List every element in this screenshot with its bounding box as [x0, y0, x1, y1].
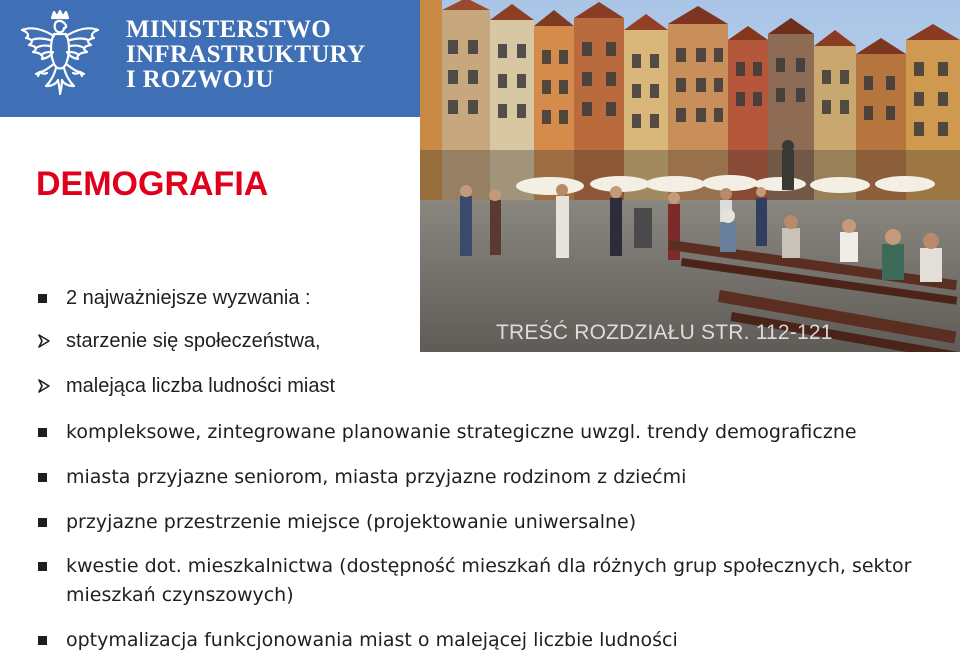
ministry-name-line-3: I ROZWOJU: [126, 66, 274, 93]
square-bullet-icon: [38, 518, 47, 527]
square-bullet-icon: [38, 636, 47, 645]
ministry-name: [126, 17, 365, 92]
chapter-reference-caption: TREŚĆ ROZDZIAŁU STR. 112-121: [496, 321, 833, 344]
square-bullet-icon: [38, 294, 47, 303]
ministry-header: [0, 0, 420, 117]
square-bullet-icon: [38, 562, 47, 571]
white-eagle-emblem-icon: [14, 8, 106, 110]
square-bullet-icon: [38, 428, 47, 437]
arrow-bullet-icon: [36, 333, 52, 349]
ministry-name-line-2: INFRASTRUKTURY: [126, 41, 366, 68]
old-town-square-photo: [420, 0, 960, 352]
ministry-name-line-1: MINISTERSTWO: [126, 16, 332, 43]
arrow-bullet-icon: [36, 378, 52, 394]
slide-title: DEMOGRAFIA: [36, 165, 269, 203]
square-bullet-icon: [38, 473, 47, 482]
